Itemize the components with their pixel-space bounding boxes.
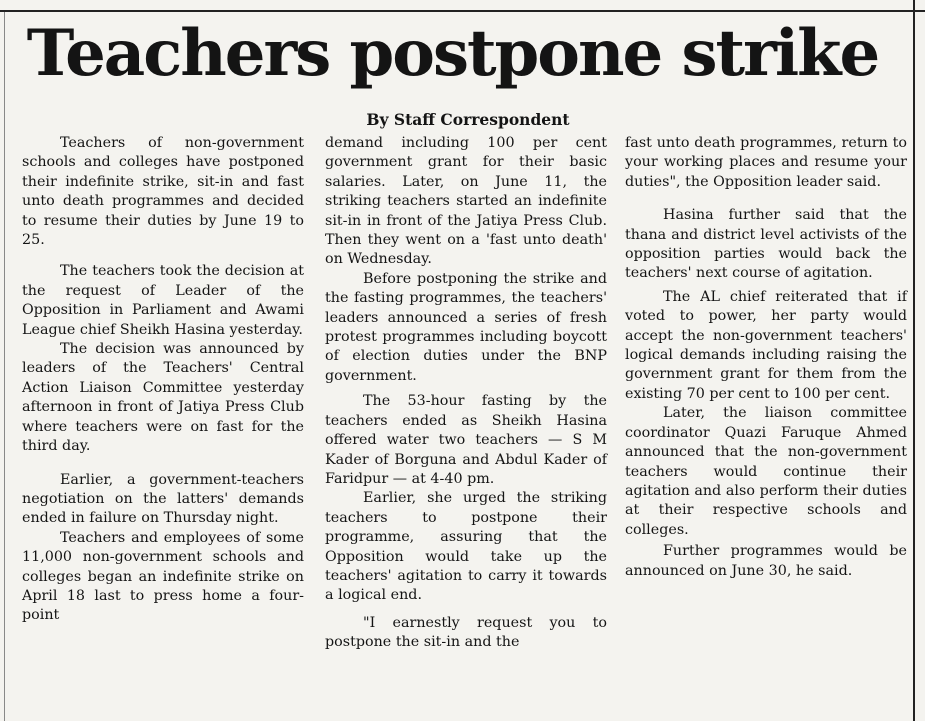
paragraph: Later, the liaison committee coordinator Quazi Faruque Ahmed announced that the non-government teachers would continue their agitation and also perform their duties at their respective schools and colleges. — [625, 405, 907, 538]
paragraph: "I earnestly request you to postpone the sit-in and the — [325, 614, 607, 651]
column-2 — [325, 134, 607, 653]
left-rule — [4, 12, 5, 721]
paragraph: Teachers and employees of some 11,000 non-government schools and colleges began an indefinite strike on April 18 last to press home a four-point — [22, 529, 304, 624]
paragraph: Earlier, a government-teachers negotiation on the latters' demands ended in failure on Thursday night. — [22, 471, 304, 527]
paragraph: Hasina further said that the thana and district level activists of the opposition parties would back the teachers' next course of agitation. — [625, 207, 907, 282]
paragraph: Further programmes would be announced on June 30, he said. — [625, 543, 907, 579]
paragraph: demand including 100 per cent government grant for their basic salaries. Later, on June 11, the striking teachers started an indefinite sit-in in front of the Jatiya Press Club. Then they went on a 'fast unto death' on Wednesday. — [325, 135, 607, 268]
column-1 — [22, 134, 304, 626]
paragraph: Before postponing the strike and the fasting programmes, the teachers' leaders announced a series of fresh protest programmes including boycott of election duties under the BNP government. — [325, 270, 607, 384]
headline: Teachers postpone strike — [26, 16, 879, 91]
paragraph: Earlier, she urged the striking teachers to postpone their programme, assuring that the Opposition would take up the teachers' agitation to carry it towards a logical end. — [325, 490, 607, 604]
paragraph: The 53-hour fasting by the teachers ended as Sheikh Hasina offered water two teachers — S M Kader of Borguna and Abdul Kader of Faridpur — at 4-40 pm. — [325, 393, 607, 487]
paragraph: The teachers took the decision at the request of Leader of the Opposition in Parliament and Awami League chief Sheikh Hasina yesterday. — [22, 263, 304, 338]
right-rule — [913, 0, 915, 721]
column-3 — [625, 134, 907, 581]
paragraph: The AL chief reiterated that if voted to power, her party would accept the non-government teachers' logical demands including raising the government grant for them from the existing 70 per cent to 100 per cent. — [625, 288, 907, 402]
byline: By Staff Correspondent — [366, 110, 570, 129]
paragraph: Teachers of non-government schools and colleges have postponed their indefinite strike, sit-in and fast unto death programmes and decided to resume their duties by June 19 to 25. — [22, 135, 304, 249]
paragraph: The decision was announced by leaders of the Teachers' Central Action Liaison Committee yesterday afternoon in front of Jatiya Press Club where teachers were on fast for the third day. — [22, 341, 304, 455]
paragraph: fast unto death programmes, return to your working places and resume your duties", the Opposition leader said. — [625, 135, 907, 190]
